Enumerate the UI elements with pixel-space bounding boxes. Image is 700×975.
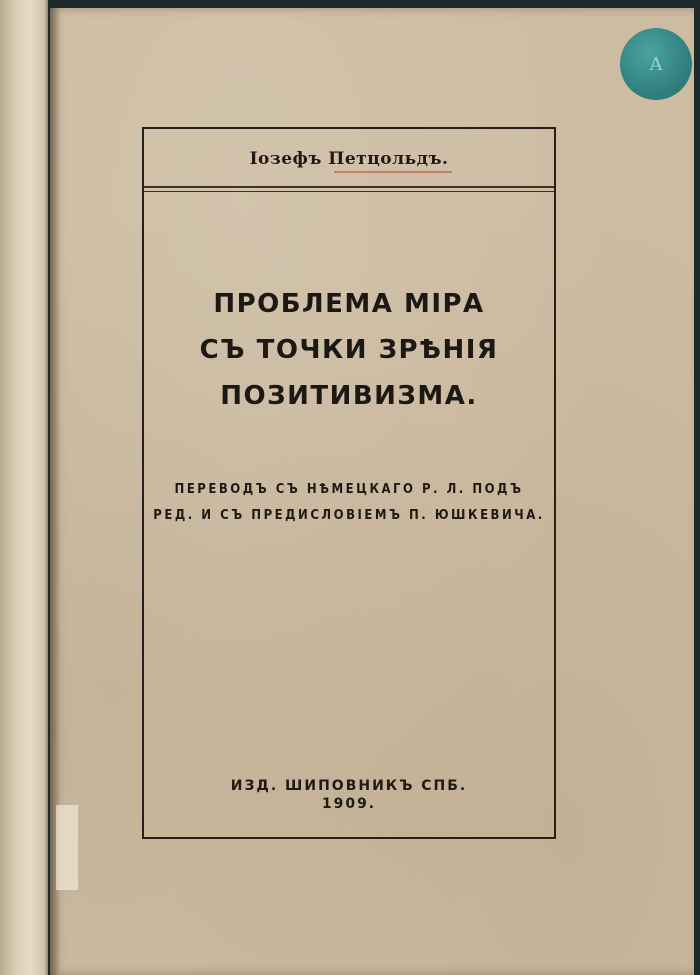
publisher-line: ИЗД. ШИПОВНИКЪ СПБ. <box>230 778 468 794</box>
book-left-edge <box>0 0 48 975</box>
library-sticker <box>620 28 692 100</box>
title-line: СЪ ТОЧКИ ЗРѢНІЯ <box>199 335 499 365</box>
publisher-imprint <box>144 777 554 813</box>
translation-line: РЕД. И СЪ ПРЕДИСЛОВІЕМЪ П. ЮШКЕВИЧА. <box>153 508 545 523</box>
library-sticker-letter: A <box>649 53 663 75</box>
publication-year: 1909. <box>321 796 377 812</box>
title-frame <box>142 127 556 839</box>
header-rule <box>144 186 554 188</box>
title-line: ПРОБЛЕМА МІРА <box>213 289 485 319</box>
red-underline <box>334 171 452 173</box>
title-line: ПОЗИТИВИЗМА. <box>220 381 478 411</box>
translation-note <box>144 477 554 529</box>
translation-line: ПЕРЕВОДЪ СЪ НѢМЕЦКАГО Р. Л. ПОДЪ <box>174 482 524 497</box>
header-rule-thin <box>144 191 554 192</box>
book-title <box>144 281 554 419</box>
tape-mark <box>56 805 78 890</box>
author-name: Іозефъ Петцольдъ. <box>249 149 449 169</box>
